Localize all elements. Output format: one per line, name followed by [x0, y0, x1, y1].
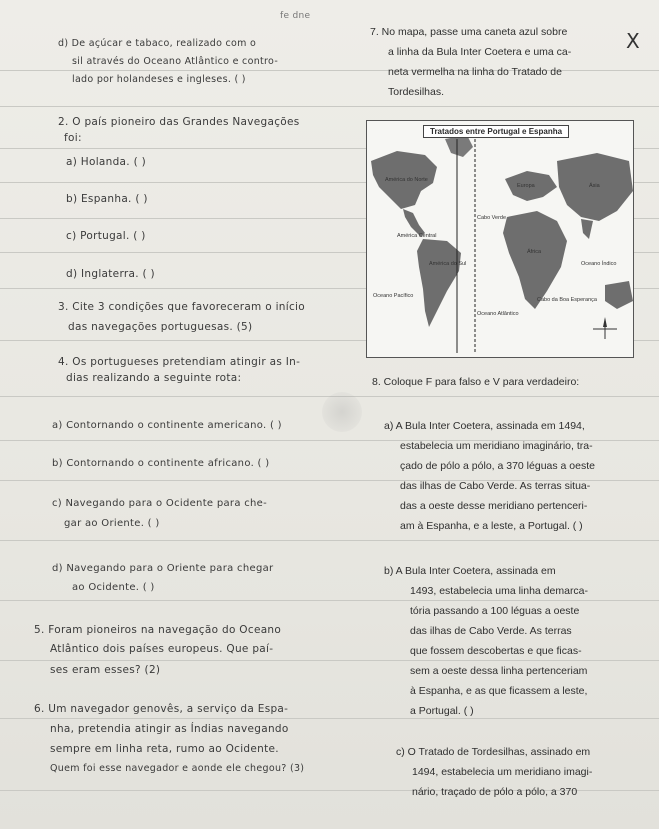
- q5-line1: 5. Foram pioneiros na navegação do Oceano: [34, 624, 282, 636]
- label-europa: Europa: [517, 183, 535, 189]
- q8-b-line6: sem a oeste dessa linha pertenceriam: [410, 665, 588, 677]
- q8-c-line1: c) O Tratado de Tordesilhas, assinado em: [396, 746, 591, 758]
- q2-title-line1: 2. O país pioneiro das Grandes Navegações: [58, 116, 300, 128]
- q5-line2: Atlântico dois países europeus. Que paí-: [50, 643, 274, 655]
- q8-b-line1: b) A Bula Inter Coetera, assinada em: [384, 565, 556, 577]
- margin-note: fe dne: [280, 11, 311, 21]
- q2-option-a: a) Holanda. ( ): [66, 156, 146, 168]
- q7-line3: neta vermelha na linha do Tratado de: [388, 66, 562, 78]
- q4-option-a: a) Contornando o continente americano. ( ): [52, 420, 282, 431]
- map-title: Tratados entre Portugal e Espanha: [423, 125, 569, 138]
- q7-line4: Tordesilhas.: [388, 86, 445, 98]
- world-map-drawing: [367, 121, 633, 357]
- q1-option-d-line3: lado por holandeses e ingleses. ( ): [72, 74, 246, 85]
- label-america-sul: América do Sul: [429, 261, 467, 267]
- q8-b-line8: a Portugal. ( ): [410, 705, 474, 717]
- ruled-line: [0, 660, 659, 661]
- treaty-map: [366, 120, 634, 358]
- label-cabo-verde: Cabo Verde: [477, 215, 507, 221]
- q8-b-line5: que fossem descobertas e que ficas-: [410, 645, 582, 657]
- q6-line4: Quem foi esse navegador e aonde ele chegou? (3): [50, 763, 305, 774]
- ruled-line: [0, 540, 659, 541]
- q4-option-c-line1: c) Navegando para o Ocidente para che-: [52, 498, 268, 509]
- q5-line3: ses eram esses? (2): [50, 664, 161, 676]
- q8-b-line4: das ilhas de Cabo Verde. As terras: [410, 625, 572, 637]
- label-africa: África: [527, 249, 542, 255]
- q8-c-line2: 1494, estabelecia um meridiano imagi-: [412, 766, 593, 778]
- q3-line1: 3. Cite 3 condições que favoreceram o início: [58, 301, 305, 313]
- q4-line2: dias realizando a seguinte rota:: [66, 372, 242, 384]
- label-oceano-atlantico: Oceano Atlântico: [477, 311, 519, 317]
- q8-title: 8. Coloque F para falso e V para verdadeiro:: [372, 376, 580, 388]
- label-oceano-indico: Oceano Índico: [581, 261, 617, 267]
- q8-a-line4: das ilhas de Cabo Verde. As terras situa-: [400, 480, 591, 492]
- label-america-central: América Central: [397, 233, 437, 239]
- q8-a-line6: am à Espanha, e a leste, a Portugal. ( ): [400, 520, 583, 532]
- q8-a-line1: a) A Bula Inter Coetera, assinada em 1494,: [384, 420, 585, 432]
- label-asia: Ásia: [589, 183, 600, 189]
- q6-line2: nha, pretendia atingir as Índias navegando: [50, 723, 289, 735]
- q2-option-d: d) Inglaterra. ( ): [66, 268, 155, 280]
- ruled-line: [0, 718, 659, 719]
- q8-a-line2: estabelecia um meridiano imaginário, tra-: [400, 440, 593, 452]
- stain: [322, 392, 362, 432]
- q7-line2: a linha da Bula Inter Coetera e uma ca-: [388, 46, 572, 58]
- q6-line3: sempre em linha reta, rumo ao Ocidente.: [50, 743, 279, 755]
- ruled-line: [0, 600, 659, 601]
- q4-line1: 4. Os portugueses pretendiam atingir as In-: [58, 356, 301, 368]
- q8-b-line3: tória passando a 100 léguas a oeste: [410, 605, 580, 617]
- q1-option-d-line1: d) De açúcar e tabaco, realizado com o: [58, 38, 257, 49]
- label-oceano-pacifico: Oceano Pacífico: [373, 293, 414, 299]
- q8-b-line2: 1493, estabelecia uma linha demarca-: [410, 585, 589, 597]
- q8-a-line5: das a oeste desse meridiano pertenceri-: [400, 500, 588, 512]
- q4-option-d-line1: d) Navegando para o Oriente para chegar: [52, 563, 274, 574]
- q2-option-c: c) Portugal. ( ): [66, 230, 146, 242]
- q4-option-c-line2: gar ao Oriente. ( ): [64, 518, 160, 529]
- q7-line1: 7. No mapa, passe uma caneta azul sobre: [370, 26, 568, 38]
- q1-option-d-line2: sil através do Oceano Atlântico e contro-: [72, 56, 279, 67]
- check-mark: X: [626, 29, 641, 53]
- q8-b-line7: à Espanha, e as que ficassem a leste,: [410, 685, 588, 697]
- q4-option-d-line2: ao Ocidente. ( ): [72, 582, 155, 593]
- label-america-norte: América do Norte: [385, 177, 428, 183]
- q3-line2: das navegações portuguesas. (5): [68, 321, 253, 333]
- q2-title-line2: foi:: [64, 132, 82, 144]
- ruled-line: [0, 106, 659, 107]
- q2-option-b: b) Espanha. ( ): [66, 193, 148, 205]
- label-cabo-boa-esperanca: Cabo da Boa Esperança: [537, 297, 597, 303]
- q8-c-line3: nário, traçado de pólo a pólo, a 370: [412, 786, 578, 798]
- q8-a-line3: çado de pólo a pólo, a 370 léguas a oeste: [400, 460, 595, 472]
- q6-line1: 6. Um navegador genovês, a serviço da Espa-: [34, 703, 289, 715]
- q4-option-b: b) Contornando o continente africano. ( ): [52, 458, 270, 469]
